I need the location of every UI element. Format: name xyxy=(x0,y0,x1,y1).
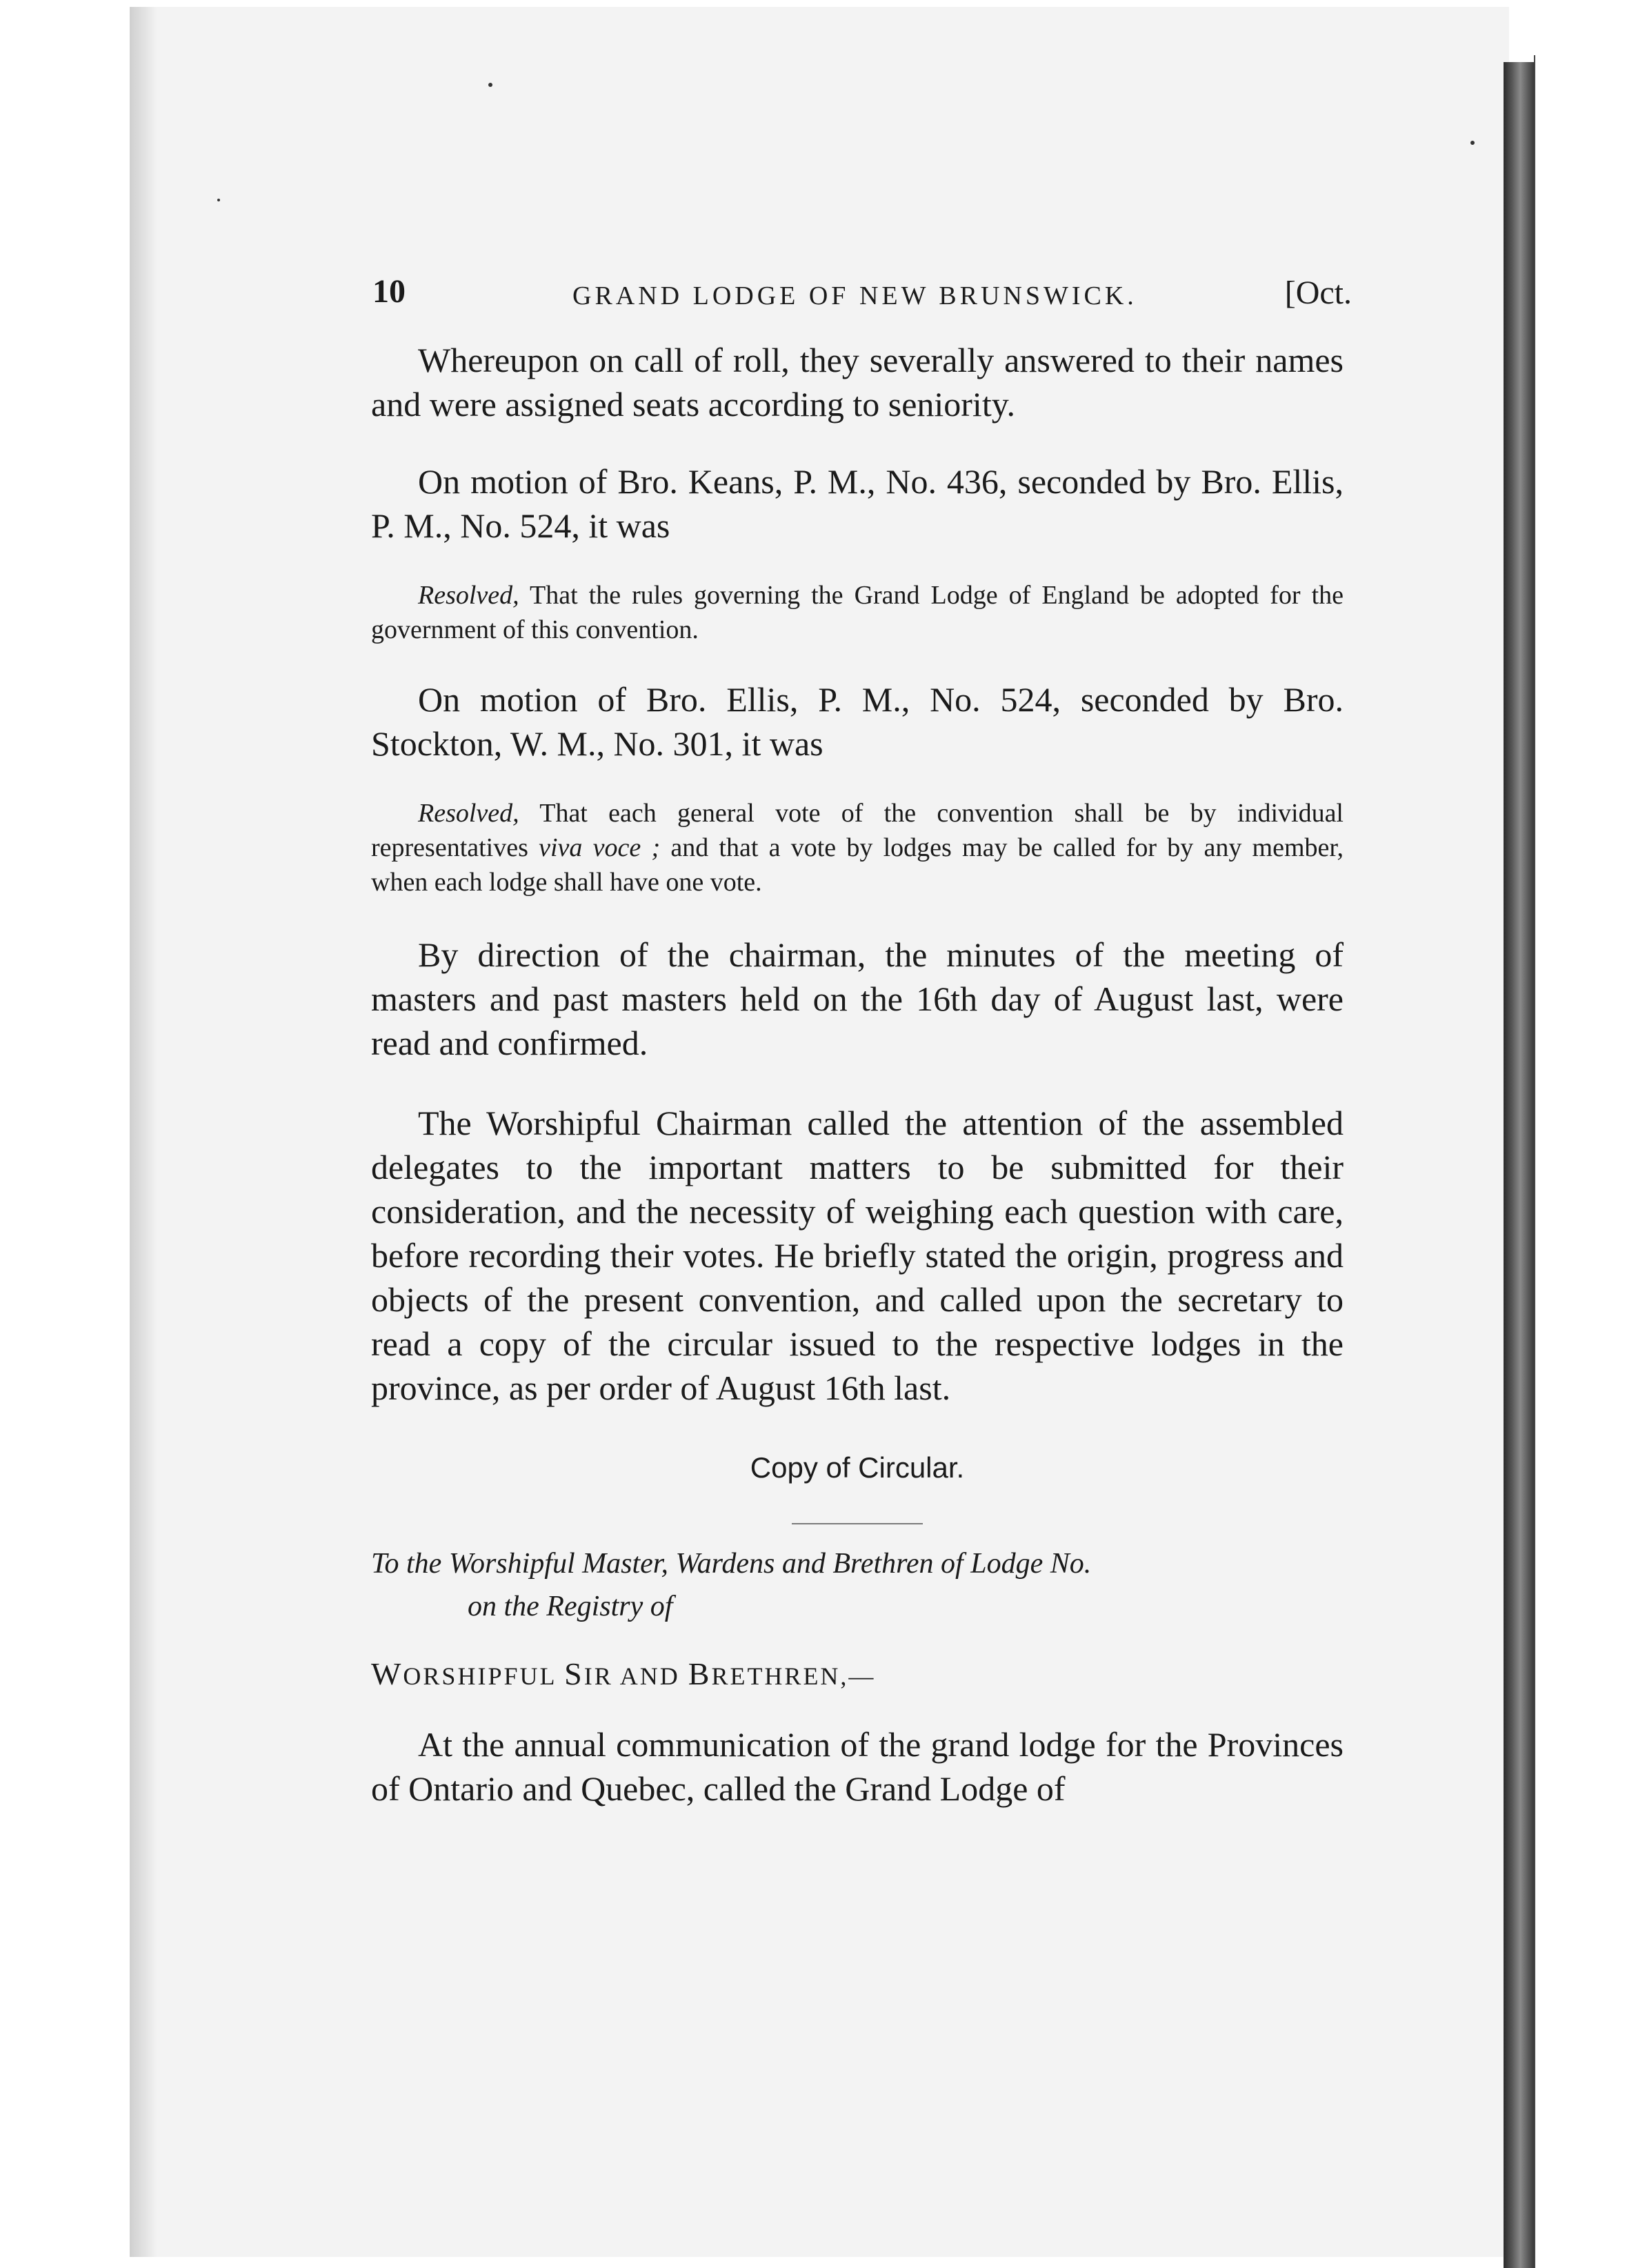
scan-speck xyxy=(217,199,220,201)
paragraph-chairman: The Worshipful Chairman called the attention of the assembled delegates to the important matters to be submitted for their consideration, and the necessity of weighing each question with care, before recording their votes. He briefly stated the origin, progress and objects of the present convention, and called upon the secretary to read a copy of the circular issued to the respective lodges in the province, as per order of August 16th last. xyxy=(371,1104,1344,1407)
circular-address xyxy=(371,1542,1344,1628)
date-fragment: [Oct. xyxy=(1284,275,1352,311)
running-header xyxy=(372,272,1352,321)
page-number: 10 xyxy=(372,273,406,310)
paragraph-motion-1: On motion of Bro. Keans, P. M., No. 436, seconded by Bro. Ellis, P. M., No. 524, it was xyxy=(371,462,1344,545)
resolved-label: Resolved, xyxy=(418,581,519,610)
heading-divider xyxy=(792,1523,923,1524)
page-body xyxy=(371,338,1344,1811)
page-shadow xyxy=(130,7,157,2257)
resolved-label: Resolved, xyxy=(418,799,519,828)
paragraph-motion-2: On motion of Bro. Ellis, P. M., No. 524, seconded by Bro. Stockton, W. M., No. 301, it was xyxy=(371,680,1344,763)
resolution-1-text: That the rules governing the Grand Lodge of England be adopted for the government of this convention. xyxy=(371,581,1344,644)
address-line-1: To the Worshipful Master, Wardens and Brethren of Lodge No. xyxy=(371,1548,1092,1580)
resolution-2 xyxy=(371,796,1344,899)
viva-voce: viva voce ; xyxy=(539,833,661,862)
resolution-2-text-b: and that a vote by lodges may be called for by any member, when each lodge shall have one vote. xyxy=(371,833,1344,897)
scan-speck xyxy=(488,83,492,87)
paragraph-minutes: By direction of the chairman, the minutes of the meeting of masters and past masters held on the 16th day of August last, were read and confirmed. xyxy=(371,935,1344,1062)
section-heading: Copy of Circular. xyxy=(750,1451,965,1484)
page-edge xyxy=(1534,55,1647,2268)
address-line-2: on the Registry of xyxy=(468,1591,673,1622)
scan-speck xyxy=(1470,141,1475,145)
paragraph-circular-opening: At the annual communication of the grand lodge for the Provinces of Ontario and Quebec, called the Grand Lodge of xyxy=(371,1725,1344,1808)
resolution-1 xyxy=(371,578,1344,647)
resolution-2-text-a: That each general vote of the convention shall be by individual representatives xyxy=(371,799,1344,862)
book-spine-shadow xyxy=(1504,62,1534,2268)
salutation: WORSHIPFUL SIR AND BRETHREN,— xyxy=(371,1656,876,1691)
paragraph-roll-call: Whereupon on call of roll, they severally answered to their names and were assigned seats according to seniority. xyxy=(371,341,1344,424)
running-title: GRAND LODGE OF NEW BRUNSWICK. xyxy=(572,281,1137,310)
